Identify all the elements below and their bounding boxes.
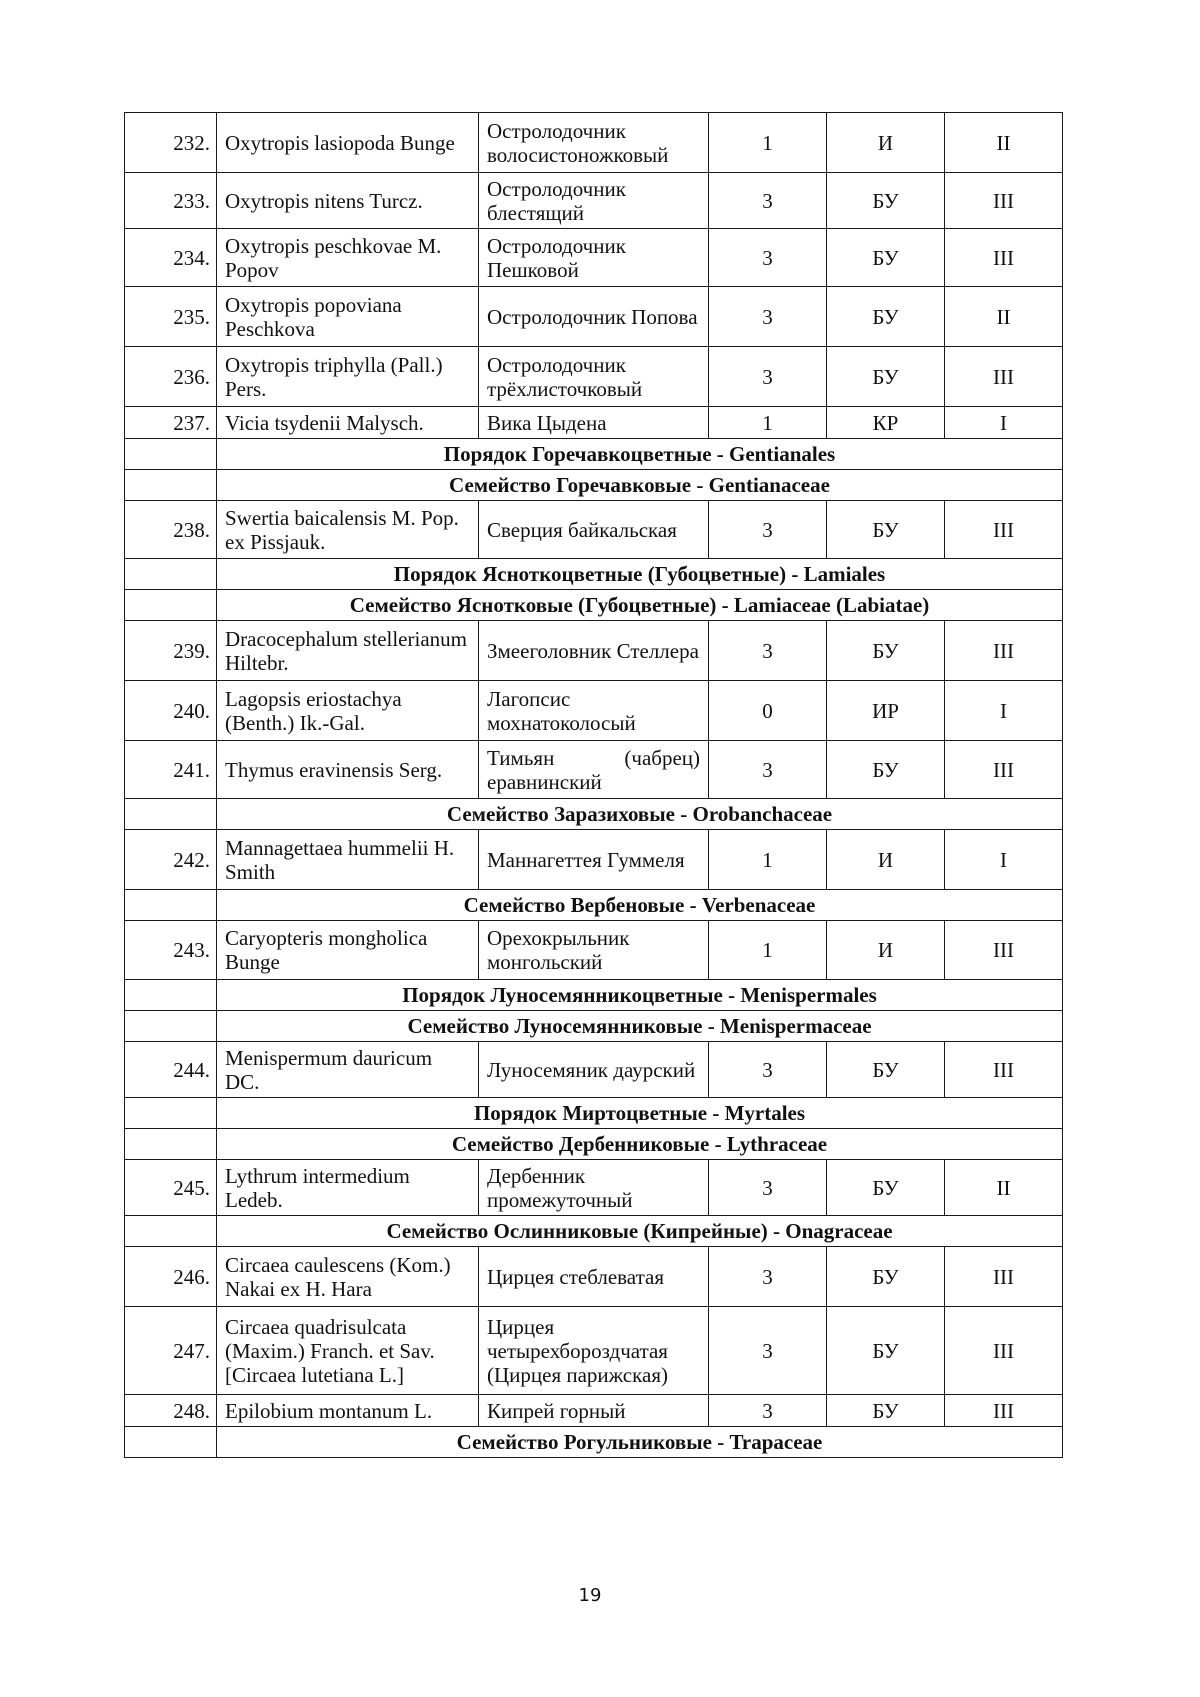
russian-name: Змееголовник Стеллера <box>479 621 709 681</box>
russian-name: Сверция байкальская <box>479 501 709 559</box>
latin-name: Circaea quadrisulcata (Maxim.) Franch. et Sav. [Circaea lutetiana L.] <box>217 1307 479 1395</box>
order-heading: Порядок Горечавкоцветные - Gentianales <box>217 439 1063 470</box>
row-number: 246. <box>125 1247 217 1307</box>
russian-name: Маннагеттея Гуммеля <box>479 830 709 890</box>
russian-name: Луносемяник даурский <box>479 1042 709 1098</box>
priority-value: III <box>945 921 1063 980</box>
latin-name: Lagopsis eriostachya (Benth.) Ik.-Gal. <box>217 681 479 741</box>
row-number: 236. <box>125 347 217 407</box>
status-value: И <box>827 830 945 890</box>
latin-name: Caryopteris mongholica Bunge <box>217 921 479 980</box>
latin-name: Circaea caulescens (Kom.) Nakai ex H. Hara <box>217 1247 479 1307</box>
species-row <box>125 1247 1063 1307</box>
row-number: 247. <box>125 1307 217 1395</box>
category-value: 3 <box>709 287 827 347</box>
category-value: 1 <box>709 830 827 890</box>
status-value: И <box>827 921 945 980</box>
order-heading: Порядок Луносемянникоцветные - Menispermales <box>217 980 1063 1011</box>
priority-value: III <box>945 347 1063 407</box>
russian-name: Остролодочник волосистоножковый <box>479 113 709 173</box>
russian-name: Цирцея стеблеватая <box>479 1247 709 1307</box>
heading-spacer <box>125 590 217 621</box>
order-heading-row <box>125 439 1063 470</box>
category-value: 1 <box>709 921 827 980</box>
heading-spacer <box>125 890 217 921</box>
family-heading-row <box>125 590 1063 621</box>
status-value: КР <box>827 407 945 439</box>
priority-value: II <box>945 113 1063 173</box>
species-row <box>125 1395 1063 1427</box>
latin-name: Thymus eravinensis Serg. <box>217 741 479 799</box>
family-heading-row <box>125 799 1063 830</box>
heading-spacer <box>125 799 217 830</box>
row-number: 238. <box>125 501 217 559</box>
row-number: 237. <box>125 407 217 439</box>
order-heading-row <box>125 980 1063 1011</box>
priority-value: III <box>945 1042 1063 1098</box>
latin-name: Mannagettaea hummelii H. Smith <box>217 830 479 890</box>
family-heading-row <box>125 890 1063 921</box>
priority-value: III <box>945 741 1063 799</box>
status-value: БУ <box>827 1160 945 1216</box>
status-value: ИР <box>827 681 945 741</box>
russian-name: Дербенник промежуточный <box>479 1160 709 1216</box>
family-heading-row <box>125 1427 1063 1458</box>
russian-name: Кипрей горный <box>479 1395 709 1427</box>
category-value: 3 <box>709 1160 827 1216</box>
category-value: 3 <box>709 1307 827 1395</box>
row-number: 239. <box>125 621 217 681</box>
category-value: 0 <box>709 681 827 741</box>
priority-value: III <box>945 1395 1063 1427</box>
row-number: 248. <box>125 1395 217 1427</box>
priority-value: II <box>945 1160 1063 1216</box>
latin-name: Menispermum dauricum DC. <box>217 1042 479 1098</box>
species-row <box>125 681 1063 741</box>
latin-name: Oxytropis triphylla (Pall.) Pers. <box>217 347 479 407</box>
heading-spacer <box>125 1011 217 1042</box>
category-value: 3 <box>709 1042 827 1098</box>
species-table-body <box>125 113 1063 1458</box>
latin-name: Vicia tsydenii Malysch. <box>217 407 479 439</box>
priority-value: I <box>945 681 1063 741</box>
family-heading: Семейство Горечавковые - Gentianaceae <box>217 470 1063 501</box>
priority-value: III <box>945 229 1063 287</box>
status-value: БУ <box>827 501 945 559</box>
priority-value: II <box>945 287 1063 347</box>
latin-name: Oxytropis popoviana Peschkova <box>217 287 479 347</box>
russian-name: Вика Цыдена <box>479 407 709 439</box>
species-row <box>125 229 1063 287</box>
status-value: БУ <box>827 621 945 681</box>
family-heading-row <box>125 470 1063 501</box>
status-value: БУ <box>827 287 945 347</box>
latin-name: Oxytropis nitens Turcz. <box>217 173 479 229</box>
species-row <box>125 741 1063 799</box>
heading-spacer <box>125 439 217 470</box>
family-heading: Семейство Луносемянниковые - Menispermaceae <box>217 1011 1063 1042</box>
species-row <box>125 830 1063 890</box>
row-number: 234. <box>125 229 217 287</box>
family-heading: Семейство Заразиховые - Orobanchaceae <box>217 799 1063 830</box>
family-heading-row <box>125 1011 1063 1042</box>
russian-name: Цирцея четырехбороздчатая (Цирцея парижская) <box>479 1307 709 1395</box>
latin-name: Oxytropis lasiopoda Bunge <box>217 113 479 173</box>
priority-value: III <box>945 621 1063 681</box>
species-row <box>125 1307 1063 1395</box>
priority-value: III <box>945 501 1063 559</box>
priority-value: I <box>945 407 1063 439</box>
heading-spacer <box>125 980 217 1011</box>
species-row <box>125 1042 1063 1098</box>
heading-spacer <box>125 559 217 590</box>
heading-spacer <box>125 1129 217 1160</box>
order-heading-row <box>125 1098 1063 1129</box>
row-number: 245. <box>125 1160 217 1216</box>
category-value: 3 <box>709 741 827 799</box>
species-table <box>124 112 1063 1458</box>
order-heading: Порядок Миртоцветные - Myrtales <box>217 1098 1063 1129</box>
row-number: 243. <box>125 921 217 980</box>
status-value: БУ <box>827 1042 945 1098</box>
status-value: БУ <box>827 347 945 407</box>
latin-name: Epilobium montanum L. <box>217 1395 479 1427</box>
species-row <box>125 287 1063 347</box>
status-value: БУ <box>827 741 945 799</box>
order-heading: Порядок Ясноткоцветные (Губоцветные) - Lamiales <box>217 559 1063 590</box>
family-heading-row <box>125 1216 1063 1247</box>
row-number: 232. <box>125 113 217 173</box>
category-value: 3 <box>709 621 827 681</box>
latin-name: Oxytropis peschkovae M. Popov <box>217 229 479 287</box>
russian-name: Остролодочник трёхлисточковый <box>479 347 709 407</box>
family-heading: Семейство Вербеновые - Verbenaceae <box>217 890 1063 921</box>
species-row <box>125 347 1063 407</box>
row-number: 235. <box>125 287 217 347</box>
russian-name: Орехокрыльник монгольский <box>479 921 709 980</box>
priority-value: I <box>945 830 1063 890</box>
category-value: 3 <box>709 1247 827 1307</box>
row-number: 244. <box>125 1042 217 1098</box>
row-number: 233. <box>125 173 217 229</box>
status-value: БУ <box>827 1247 945 1307</box>
family-heading: Семейство Яснотковые (Губоцветные) - Lamiaceae (Labiatae) <box>217 590 1063 621</box>
row-number: 241. <box>125 741 217 799</box>
heading-spacer <box>125 1427 217 1458</box>
category-value: 1 <box>709 113 827 173</box>
category-value: 3 <box>709 347 827 407</box>
heading-spacer <box>125 470 217 501</box>
latin-name: Swertia baicalensis M. Pop. ex Pissjauk. <box>217 501 479 559</box>
species-row <box>125 173 1063 229</box>
russian-name: Тимьян (чабрец) еравнинский <box>479 741 709 799</box>
russian-name: Лагопсис мохнатоколосый <box>479 681 709 741</box>
status-value: БУ <box>827 173 945 229</box>
category-value: 3 <box>709 173 827 229</box>
species-row <box>125 501 1063 559</box>
heading-spacer <box>125 1098 217 1129</box>
latin-name: Dracocephalum stellerianum Hiltebr. <box>217 621 479 681</box>
status-value: БУ <box>827 229 945 287</box>
family-heading: Семейство Дербенниковые - Lythraceae <box>217 1129 1063 1160</box>
row-number: 242. <box>125 830 217 890</box>
russian-name: Остролодочник Попова <box>479 287 709 347</box>
row-number: 240. <box>125 681 217 741</box>
russian-name: Остролодочник Пешковой <box>479 229 709 287</box>
status-value: БУ <box>827 1307 945 1395</box>
species-row <box>125 621 1063 681</box>
order-heading-row <box>125 559 1063 590</box>
priority-value: III <box>945 1247 1063 1307</box>
family-heading: Семейство Ослинниковые (Кипрейные) - Onagraceae <box>217 1216 1063 1247</box>
species-row <box>125 113 1063 173</box>
status-value: БУ <box>827 1395 945 1427</box>
category-value: 1 <box>709 407 827 439</box>
category-value: 3 <box>709 229 827 287</box>
priority-value: III <box>945 173 1063 229</box>
family-heading-row <box>125 1129 1063 1160</box>
category-value: 3 <box>709 1395 827 1427</box>
species-row <box>125 1160 1063 1216</box>
latin-name: Lythrum intermedium Ledeb. <box>217 1160 479 1216</box>
heading-spacer <box>125 1216 217 1247</box>
category-value: 3 <box>709 501 827 559</box>
page-number: 19 <box>578 1585 602 1606</box>
priority-value: III <box>945 1307 1063 1395</box>
species-row <box>125 921 1063 980</box>
russian-name: Остролодочник блестящий <box>479 173 709 229</box>
species-row <box>125 407 1063 439</box>
status-value: И <box>827 113 945 173</box>
family-heading: Семейство Рогульниковые - Trapaceae <box>217 1427 1063 1458</box>
